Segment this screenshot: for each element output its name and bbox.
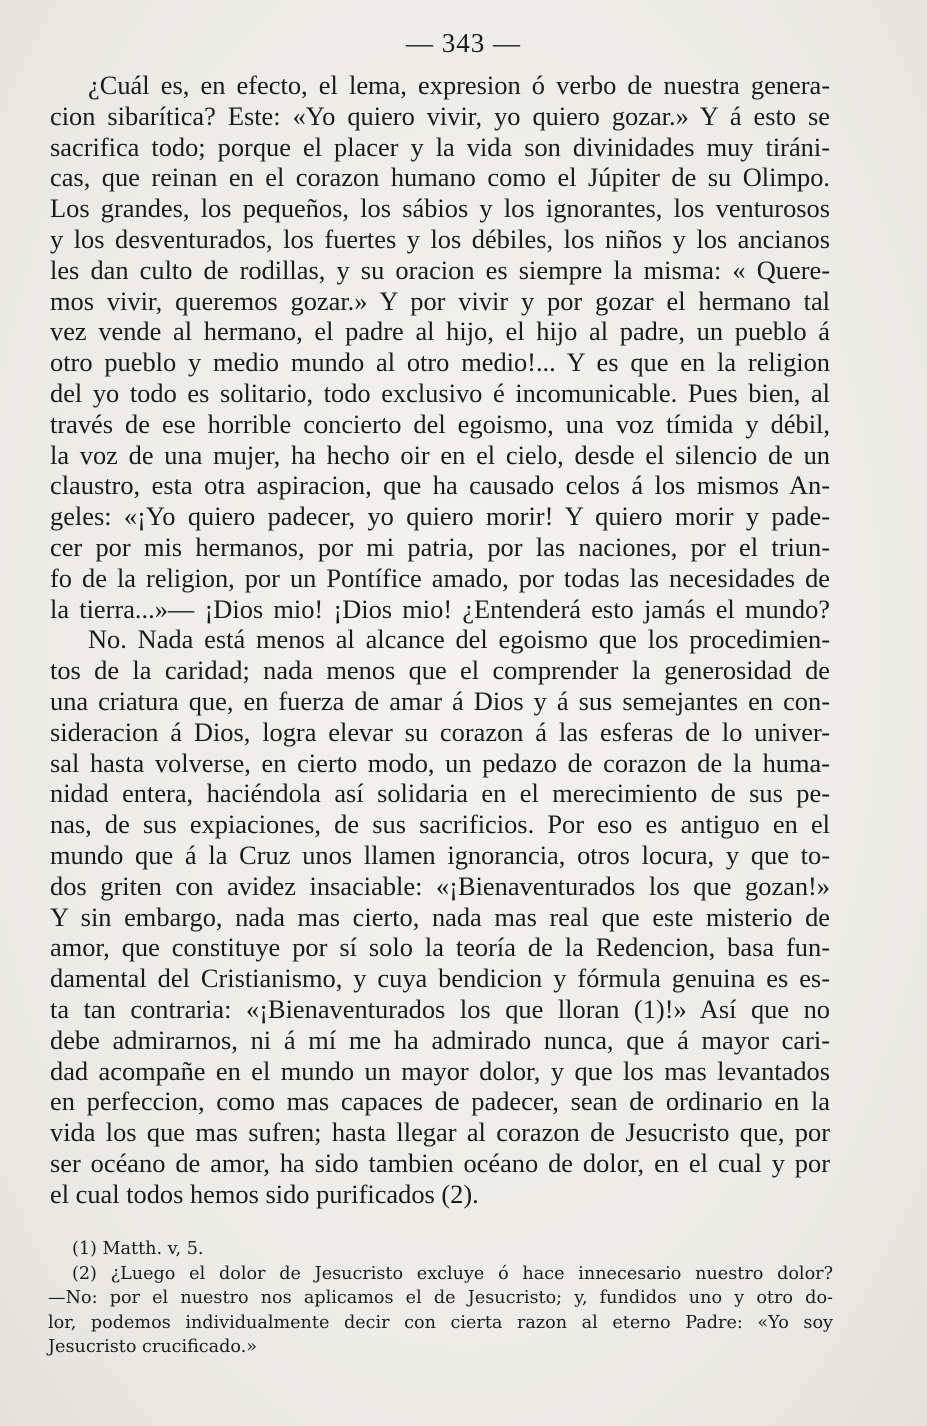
text-line: y los desventurados, los fuertes y los débiles, los niños y los ancianos xyxy=(50,223,830,254)
text-line: fo de la religion, por un Pontífice amado, por todas las necesidades de xyxy=(50,562,830,593)
text-line: dad acompañe en el mundo un mayor dolor, y que los mas levantados xyxy=(50,1055,830,1086)
text-line: Y sin embargo, nada mas cierto, nada mas real que este misterio de xyxy=(50,901,830,932)
text-line: en perfeccion, como mas capaces de padecer, sean de ordinario en la xyxy=(50,1086,830,1117)
text-line: cer por mis hermanos, por mi patria, por las naciones, por el triun- xyxy=(50,531,830,562)
text-line: cion sibarítica? Este: «Yo quiero vivir, yo quiero gozar.» Y á esto se xyxy=(50,100,830,131)
text-line: ¿Cuál es, en efecto, el lema, expresion ó verbo de nuestra genera- xyxy=(88,70,830,100)
text-line: ta tan contraria: «¡Bienaventurados los que lloran (1)!» Así que no xyxy=(50,993,830,1024)
footnotes xyxy=(48,1237,833,1360)
text-line: vez vende al hermano, el padre al hijo, el hijo al padre, un pueblo á xyxy=(50,316,830,347)
text-line: nas, de sus expiaciones, de sus sacrificios. Por eso es antiguo en el xyxy=(50,809,830,840)
text-line: dos griten con avidez insaciable: «¡Bienaventurados los que gozan!» xyxy=(50,870,830,901)
footnote-line: —No: por el nuestro nos aplicamos el de Jesucristo; y, fundidos uno y otro do- xyxy=(48,1288,833,1309)
text-line: amor, que constituye por sí solo la teoría de la Redencion, basa fun- xyxy=(50,932,830,963)
footnote-line: Jesucristo crucificado.» xyxy=(48,1337,258,1358)
text-line: geles: «¡Yo quiero padecer, yo quiero morir! Y quiero morir y pade- xyxy=(50,501,830,532)
text-line: una criatura que, en fuerza de amar á Dios y á sus semejantes en con- xyxy=(50,685,830,716)
text-line: claustro, esta otra aspiracion, que ha causado celos á los mismos An- xyxy=(50,470,830,501)
text-line: tos de la caridad; nada menos que el comprender la generosidad de xyxy=(50,655,830,686)
text-line: damental del Cristianismo, y cuya bendicion y fórmula genuina es es- xyxy=(50,963,830,994)
text-line: mundo que á la Cruz unos llamen ignorancia, otros locura, y que to- xyxy=(50,839,830,870)
footnote-line: (2) ¿Luego el dolor de Jesucristo excluye ó hace innecesario nuestro dolor? xyxy=(72,1263,833,1284)
text-line: sal hasta volverse, en cierto modo, un pedazo de corazon de la huma- xyxy=(50,747,830,778)
text-line: debe admirarnos, ni á mí me ha admirado nunca, que á mayor cari- xyxy=(50,1024,830,1055)
text-line: nidad entera, haciéndola así solidaria en el merecimiento de sus pe- xyxy=(50,778,830,809)
text-line: Los grandes, los pequeños, los sábios y los ignorantes, los venturosos xyxy=(50,193,830,224)
text-line: del yo todo es solitario, todo exclusivo é incomunicable. Pues bien, al xyxy=(50,377,830,408)
page-number: — 343 — xyxy=(406,28,521,58)
text-line: cas, que reinan en el corazon humano como el Júpiter de su Olimpo. xyxy=(50,162,830,193)
text-line: les dan culto de rodillas, y su oracion es siempre la misma: « Quere- xyxy=(50,254,830,285)
footnote-line: (1) Matth. v, 5. xyxy=(72,1239,204,1259)
body-text xyxy=(50,70,830,1209)
text-line: ser océano de amor, ha sido tambien océano de dolor, en el cual y por xyxy=(50,1147,830,1178)
text-line: través de ese horrible concierto del egoismo, una voz tímida y débil, xyxy=(50,408,830,439)
text-line: No. Nada está menos al alcance del egoismo que los procedimien- xyxy=(88,624,830,655)
footnote-line: lor, podemos individualmente decir con cierta razon al eterno Padre: «Yo soy xyxy=(48,1312,833,1333)
text-line: sideracion á Dios, logra elevar su corazon á las esferas de lo univer- xyxy=(50,716,830,747)
text-line: la voz de una mujer, ha hecho oir en el cielo, desde el silencio de un xyxy=(50,439,830,470)
text-line: la tierra...»— ¡Dios mio! ¡Dios mio! ¿Entenderá esto jamás el mundo? xyxy=(50,593,830,624)
text-line: el cual todos hemos sido purificados (2). xyxy=(50,1178,479,1209)
text-line: vida los que mas sufren; hasta llegar al corazon de Jesucristo que, por xyxy=(50,1117,830,1148)
text-line: mos vivir, queremos gozar.» Y por vivir y por gozar el hermano tal xyxy=(50,285,830,316)
text-line: sacrifica todo; porque el placer y la vida son divinidades muy tiráni- xyxy=(50,131,830,162)
text-line: otro pueblo y medio mundo al otro medio!... Y es que en la religion xyxy=(50,347,830,378)
